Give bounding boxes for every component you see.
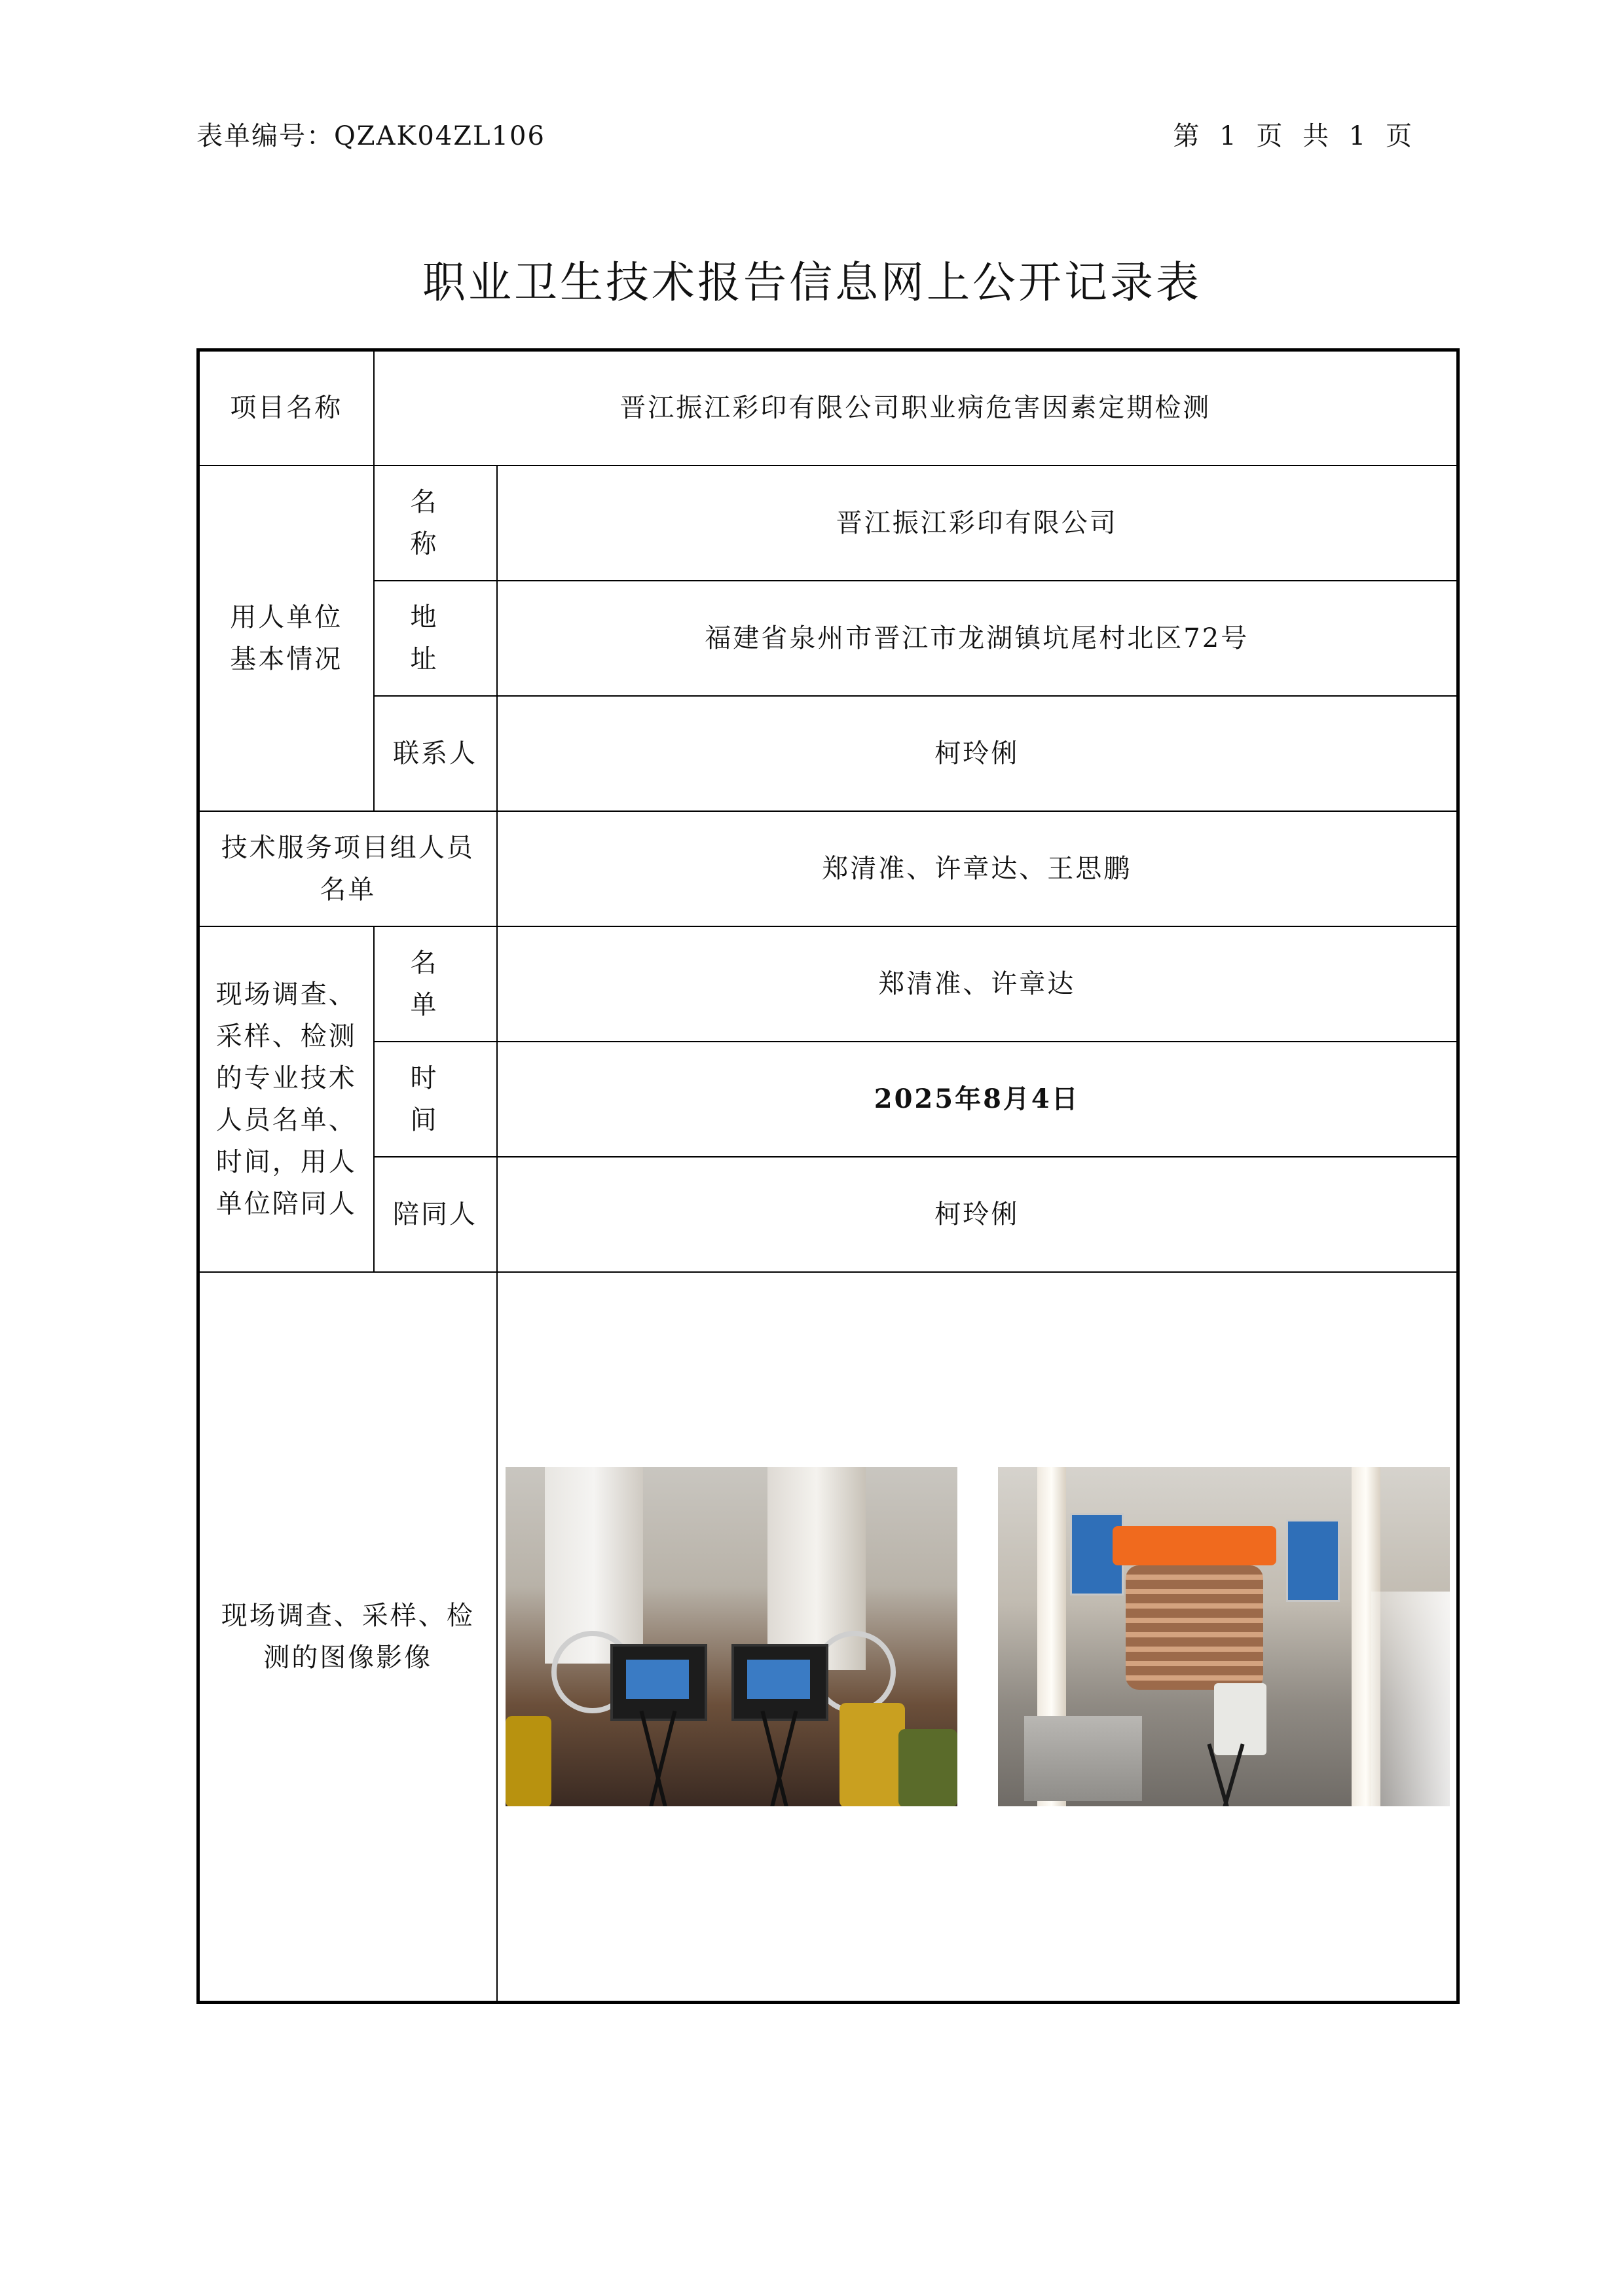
list-label: 名 单 [374, 926, 497, 1042]
images-label [198, 1272, 497, 2003]
row-employer-address [198, 581, 1458, 696]
field-label-line5: 时间，用人 [215, 1146, 357, 1177]
field-label-line3: 的专业技术 [215, 1063, 357, 1093]
site-photo-printing-press [506, 1467, 957, 1806]
project-label: 项目名称 [198, 350, 374, 465]
row-field-list [198, 926, 1458, 1042]
name-value: 晋江振江彩印有限公司 [497, 465, 1458, 581]
field-label-line1: 现场调查、 [215, 979, 357, 1010]
address-label: 地 址 [374, 581, 497, 696]
page-indicator: 第 1 页 共 1 页 [1173, 121, 1413, 151]
sampler-device-1 [610, 1644, 707, 1721]
form-number: 表单编号：QZAK04ZL106 [196, 121, 545, 151]
images-cell [497, 1272, 1458, 2003]
photo-gallery [498, 1467, 1457, 1806]
team-label-line2: 名单 [320, 874, 377, 905]
team-value: 郑清准、许章达、王思鹏 [497, 811, 1458, 926]
address-value: 福建省泉州市晋江市龙湖镇坑尾村北区72号 [497, 581, 1458, 696]
row-team [198, 811, 1458, 926]
site-photo-film-blower [998, 1467, 1450, 1806]
contact-value: 柯玲俐 [497, 696, 1458, 811]
field-staff-label [198, 926, 374, 1272]
project-value: 晋江振江彩印有限公司职业病危害因素定期检测 [374, 350, 1458, 465]
images-label-line1: 现场调查、采样、检 [221, 1600, 475, 1631]
employer-label-line2: 基本情况 [230, 644, 343, 674]
team-label-line1: 技术服务项目组人员 [221, 832, 475, 863]
sampler-device-2 [731, 1644, 828, 1721]
list-value: 郑清准、许章达 [497, 926, 1458, 1042]
employer-label-line1: 用人单位 [230, 602, 343, 632]
document-title: 职业卫生技术报告信息网上公开记录表 [422, 257, 1202, 308]
row-images [198, 1272, 1458, 2003]
contact-label: 联系人 [374, 696, 497, 811]
escort-label: 陪同人 [374, 1157, 497, 1272]
row-project [198, 350, 1458, 465]
row-field-escort [198, 1157, 1458, 1272]
field-label-line4: 人员名单、 [215, 1104, 357, 1135]
team-label [198, 811, 497, 926]
row-employer-name [198, 465, 1458, 581]
record-table [196, 348, 1460, 2004]
time-value: 2025年8月4日 [497, 1042, 1458, 1157]
row-employer-contact [198, 696, 1458, 811]
name-label: 名 称 [374, 465, 497, 581]
row-field-time [198, 1042, 1458, 1157]
escort-value: 柯玲俐 [497, 1157, 1458, 1272]
field-label-line6: 单位陪同人 [215, 1188, 357, 1219]
time-label: 时 间 [374, 1042, 497, 1157]
field-label-line2: 采样、检测 [215, 1021, 357, 1051]
images-label-line2: 测的图像影像 [263, 1642, 433, 1673]
employer-label [198, 465, 374, 811]
